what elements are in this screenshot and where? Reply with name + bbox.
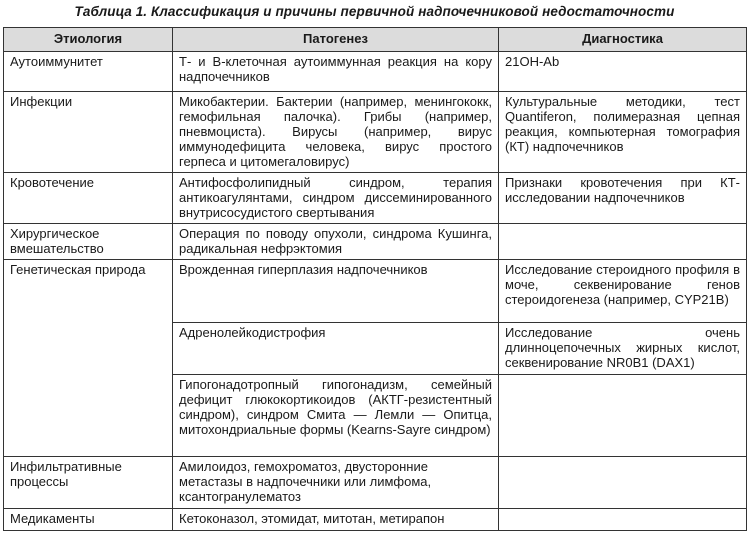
- table-row: [4, 509, 747, 531]
- cell-pathogenesis: Т- и В-клеточная аутоиммунная реакция на кору надпочечников: [173, 52, 499, 92]
- cell-pathogenesis: Кетоконазол, этомидат, митотан, метирапон: [173, 509, 499, 531]
- cell-pathogenesis: Адренолейкодистрофия: [173, 323, 499, 375]
- cell-pathogenesis: Операция по поводу опухоли, синдрома Кушинга, радикальная нефрэктомия: [173, 224, 499, 260]
- table-row: [4, 457, 747, 509]
- cell-diagnostics: [499, 375, 747, 457]
- cell-diagnostics: 21OH-Ab: [499, 52, 747, 92]
- cell-diagnostics: [499, 509, 747, 531]
- classification-table: [3, 27, 747, 531]
- cell-etiology: Инфильтративные процессы: [4, 457, 173, 509]
- table-title: Таблица 1. Классификация и причины первичной надпочечниковой недостаточности: [74, 4, 675, 19]
- table-row: [4, 52, 747, 92]
- cell-pathogenesis: Гипогонадотропный гипогонадизм, семейный дефицит глюкокортикоидов (АКТГ-резистентный синдром), синдром Смита — Лемли — Опитца, митохондриальные формы (Kearns-Sayre синдром): [173, 375, 499, 457]
- cell-etiology: Инфекции: [4, 92, 173, 173]
- cell-diagnostics: Признаки кровотечения при КТ-исследовании надпочечников: [499, 173, 747, 224]
- cell-diagnostics: [499, 224, 747, 260]
- table-header-row: [4, 28, 747, 52]
- header-diagnostics: Диагностика: [499, 28, 747, 52]
- cell-pathogenesis: Микобактерии. Бактерии (например, менингококк, гемофильная палочка). Грибы (например, пневмоциста). Вирусы (например, вирус иммунодефицита человека, вирус простого герпеса и цитомегаловирус): [173, 92, 499, 173]
- header-pathogenesis: Патогенез: [173, 28, 499, 52]
- table-row: [4, 92, 747, 173]
- cell-etiology: Кровотечение: [4, 173, 173, 224]
- cell-diagnostics: [499, 457, 747, 509]
- cell-pathogenesis: Врожденная гиперплазия надпочечников: [173, 260, 499, 323]
- cell-diagnostics: Культуральные методики, тест Quantiferon, полимеразная цепная реакция, компьютерная томография (КТ) надпочечников: [499, 92, 747, 173]
- header-etiology: Этиология: [4, 28, 173, 52]
- cell-etiology: Генетическая природа: [4, 260, 173, 457]
- table-row: [4, 260, 747, 323]
- cell-etiology: Хирургическое вмешательство: [4, 224, 173, 260]
- table-row: [4, 224, 747, 260]
- cell-pathogenesis: Антифосфолипидный синдром, терапия антикоагулянтами, синдром диссеминированного внутрисосудистого свертывания: [173, 173, 499, 224]
- cell-pathogenesis: Амилоидоз, гемохроматоз, двусторонние метастазы в надпочечники или лимфома, ксантогранулематоз: [173, 457, 499, 509]
- cell-etiology: Медикаменты: [4, 509, 173, 531]
- cell-diagnostics: Исследование очень длинноцепочечных жирных кислот, секвенирование NR0B1 (DAX1): [499, 323, 747, 375]
- cell-etiology: Аутоиммунитет: [4, 52, 173, 92]
- table-row: [4, 173, 747, 224]
- cell-diagnostics: Исследование стероидного профиля в моче, секвенирование генов стероидогенеза (например, CYP21B): [499, 260, 747, 323]
